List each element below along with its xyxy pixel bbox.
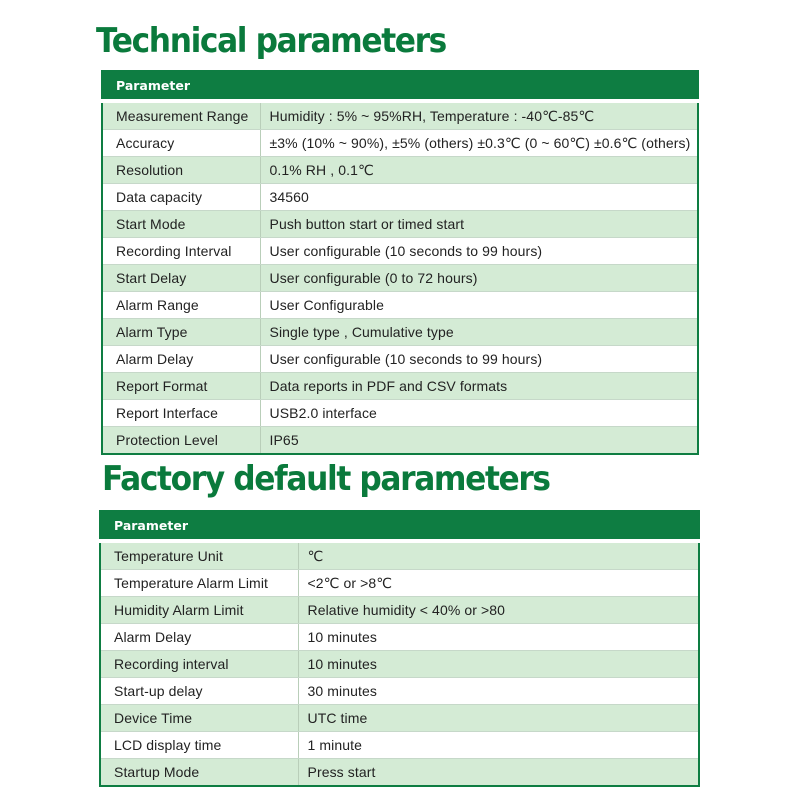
table-row: [102, 130, 698, 157]
table-header-row: [100, 511, 699, 541]
parameter-value: UTC time: [298, 705, 699, 732]
table-row: [102, 427, 698, 455]
table-row: [102, 101, 698, 130]
parameter-value: Data reports in PDF and CSV formats: [260, 373, 698, 400]
table-row: [100, 651, 699, 678]
parameter-value: ±3% (10% ~ 90%), ±5% (others) ±0.3℃ (0 ~ 60℃) ±0.6℃ (others): [260, 130, 698, 157]
parameter-name: Protection Level: [102, 427, 260, 455]
parameter-value: Press start: [298, 759, 699, 787]
parameter-value: Push button start or timed start: [260, 211, 698, 238]
technical-parameters-body: [102, 101, 698, 454]
table-row: [102, 211, 698, 238]
parameter-name: Temperature Alarm Limit: [100, 570, 298, 597]
table-row: [100, 570, 699, 597]
technical-parameters-table: [101, 70, 699, 455]
parameter-value: USB2.0 interface: [260, 400, 698, 427]
parameter-value: <2℃ or >8℃: [298, 570, 699, 597]
parameter-name: Device Time: [100, 705, 298, 732]
table-row: [102, 373, 698, 400]
parameter-name: Report Format: [102, 373, 260, 400]
table-row: [100, 624, 699, 651]
parameter-name: Alarm Delay: [102, 346, 260, 373]
table-header-row: [102, 71, 698, 101]
parameter-value: 10 minutes: [298, 651, 699, 678]
table-row: [100, 678, 699, 705]
table-row: [102, 157, 698, 184]
table-row: [100, 705, 699, 732]
parameter-value: Relative humidity < 40% or >80: [298, 597, 699, 624]
parameter-name: Accuracy: [102, 130, 260, 157]
parameter-name: Measurement Range: [102, 101, 260, 130]
parameter-value: User configurable (10 seconds to 99 hours): [260, 238, 698, 265]
parameter-name: Recording interval: [100, 651, 298, 678]
table-row: [102, 400, 698, 427]
table-header: Parameter: [102, 71, 698, 101]
parameter-name: Temperature Unit: [100, 541, 298, 570]
technical-parameters-title: Technical parameters: [96, 21, 446, 61]
table-row: [102, 184, 698, 211]
parameter-name: Alarm Range: [102, 292, 260, 319]
parameter-name: Start Delay: [102, 265, 260, 292]
parameter-name: Humidity Alarm Limit: [100, 597, 298, 624]
parameter-value: User Configurable: [260, 292, 698, 319]
parameter-name: Data capacity: [102, 184, 260, 211]
parameter-value: 1 minute: [298, 732, 699, 759]
parameter-name: Recording Interval: [102, 238, 260, 265]
parameter-name: Report Interface: [102, 400, 260, 427]
parameter-value: User configurable (10 seconds to 99 hours): [260, 346, 698, 373]
factory-default-table: [99, 510, 700, 787]
parameter-value: 30 minutes: [298, 678, 699, 705]
parameter-value: 34560: [260, 184, 698, 211]
parameter-name: Start Mode: [102, 211, 260, 238]
parameter-value: Humidity : 5% ~ 95%RH, Temperature : -40℃-85℃: [260, 101, 698, 130]
table-row: [100, 597, 699, 624]
table-row: [100, 759, 699, 787]
factory-default-title: Factory default parameters: [102, 459, 550, 499]
table-header: Parameter: [100, 511, 699, 541]
table-row: [102, 319, 698, 346]
parameter-name: Alarm Type: [102, 319, 260, 346]
parameter-value: 10 minutes: [298, 624, 699, 651]
table-row: [102, 292, 698, 319]
factory-default-body: [100, 541, 699, 786]
parameter-name: Startup Mode: [100, 759, 298, 787]
table-row: [102, 265, 698, 292]
parameter-name: LCD display time: [100, 732, 298, 759]
table-row: [100, 541, 699, 570]
parameter-value: 0.1% RH , 0.1℃: [260, 157, 698, 184]
parameter-name: Alarm Delay: [100, 624, 298, 651]
parameter-name: Resolution: [102, 157, 260, 184]
parameter-value: IP65: [260, 427, 698, 455]
table-row: [102, 346, 698, 373]
parameter-name: Start-up delay: [100, 678, 298, 705]
table-row: [100, 732, 699, 759]
parameter-value: ℃: [298, 541, 699, 570]
parameter-value: User configurable (0 to 72 hours): [260, 265, 698, 292]
table-row: [102, 238, 698, 265]
parameter-value: Single type , Cumulative type: [260, 319, 698, 346]
